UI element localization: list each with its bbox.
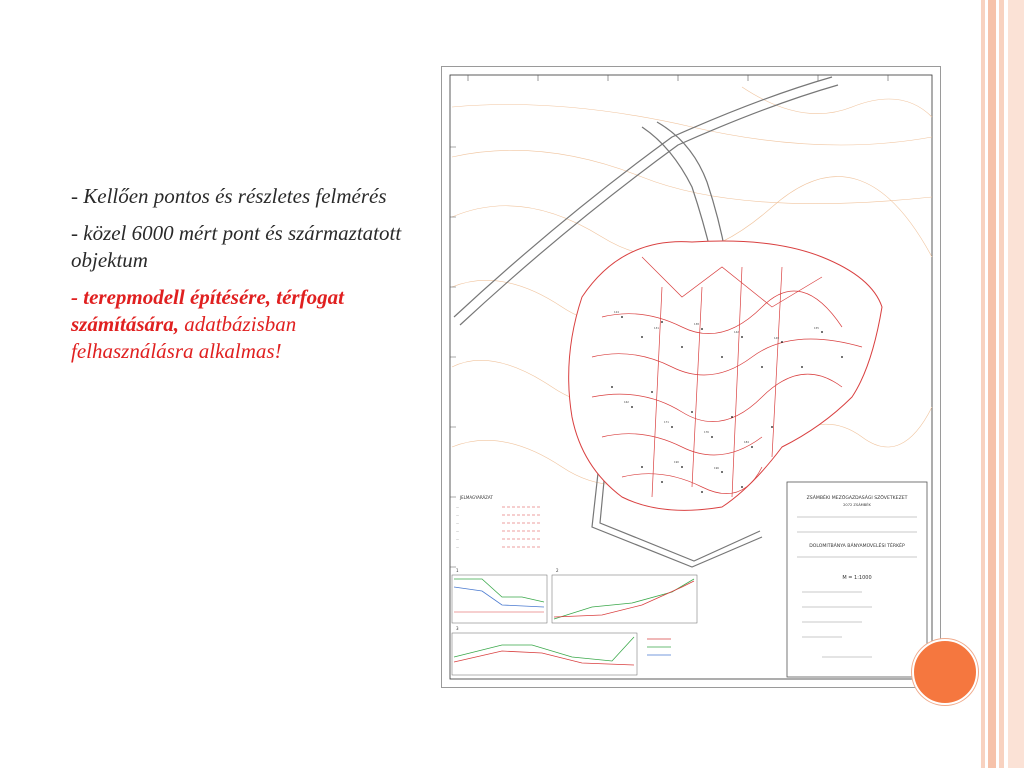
svg-text:171: 171 (664, 421, 669, 424)
bullet-text: - Kellően pontos és részletes felmérés (71, 184, 387, 208)
title-block-org-sub: 2072 ZSÁMBÉK (843, 503, 871, 507)
bullet-text: - közel 6000 mért pont és származtatott objektum (71, 221, 402, 272)
svg-text:149: 149 (774, 337, 779, 340)
section-profile-3 (452, 626, 637, 675)
survey-map (442, 67, 940, 687)
title-block-map-title: DOLOMITBÁNYA BÁNYAMŰVELÉSI TÉRKÉP (809, 544, 905, 549)
svg-text:—: — (456, 537, 459, 541)
accent-circle (912, 639, 978, 705)
svg-text:2: 2 (556, 568, 559, 573)
svg-text:3: 3 (456, 626, 459, 631)
svg-text:—: — (456, 521, 459, 525)
svg-text:138: 138 (694, 323, 699, 326)
decor-stripe (999, 0, 1004, 768)
svg-text:—: — (456, 529, 459, 533)
section-profile-2 (552, 568, 697, 623)
svg-text:184: 184 (744, 441, 749, 444)
svg-text:190: 190 (674, 461, 679, 464)
bullet-text: adatbázisban felhasználásra alkalmas! (71, 312, 297, 363)
decor-stripe (1008, 0, 1024, 768)
decor-stripe (988, 0, 996, 768)
svg-text:124: 124 (614, 311, 619, 314)
bullet-accurate-survey (71, 183, 421, 210)
bullet-measured-points (71, 220, 421, 274)
section-profile-1 (452, 568, 547, 623)
survey-map-figure (441, 66, 941, 688)
svg-text:131: 131 (654, 327, 659, 330)
bullet-text-bold: - terepmodell építésére, térfogat számítására, (71, 285, 344, 336)
bullet-list (71, 183, 421, 375)
svg-text:—: — (456, 513, 459, 517)
svg-text:—: — (456, 545, 459, 549)
svg-text:176: 176 (704, 431, 709, 434)
title-block-org: ZSÁMBÉKI MEZŐGAZDASÁGI SZÖVETKEZET (806, 496, 908, 501)
svg-text:162: 162 (624, 401, 629, 404)
svg-text:155: 155 (814, 327, 819, 330)
svg-text:142: 142 (734, 331, 739, 334)
svg-text:—: — (456, 505, 459, 509)
title-block-scale: M = 1:1000 (842, 575, 872, 581)
svg-text:196: 196 (714, 467, 719, 470)
bullet-usage (71, 284, 421, 365)
legend-title: JELMAGYARÁZAT (460, 495, 493, 500)
decor-stripe (981, 0, 985, 768)
svg-text:1: 1 (456, 568, 459, 573)
